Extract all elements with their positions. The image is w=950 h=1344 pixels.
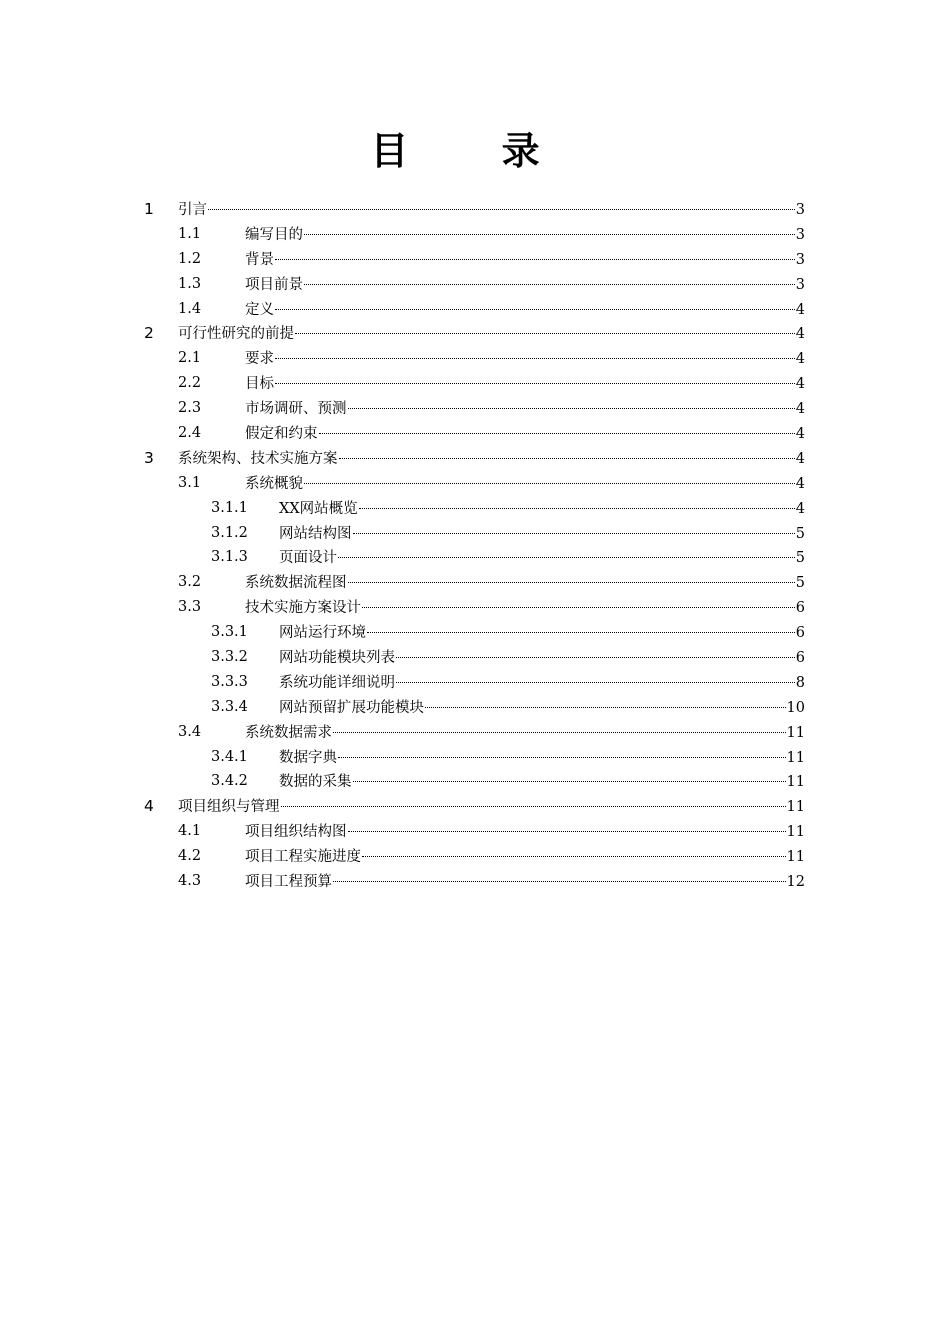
toc-entry-number: 1.1	[178, 225, 202, 242]
toc-dot-leader	[348, 392, 795, 409]
toc-entry-number: 4.2	[178, 848, 202, 865]
toc-dot-leader	[362, 591, 795, 608]
toc-entry-title: 项目工程实施进度	[245, 849, 361, 866]
toc-entry-title: 目标	[245, 376, 274, 393]
toc-entry-page-number: 4	[795, 401, 805, 418]
toc-entry-number: 3.1.2	[211, 524, 248, 541]
toc-dot-leader	[304, 218, 795, 235]
toc-dot-leader	[339, 442, 795, 459]
toc-entry-page-number: 5	[795, 550, 805, 567]
toc-entry-title: XX网站概览	[279, 500, 358, 517]
toc-entry-title: 市场调研、预测	[245, 401, 347, 418]
toc-entry-number: 3.1.1	[211, 499, 248, 516]
toc-entry-title: 引言	[178, 202, 207, 218]
toc-entry-page-number: 4	[795, 376, 805, 393]
toc-entry-number: 3.3.3	[211, 673, 248, 690]
toc-entry-page-number: 8	[795, 674, 805, 691]
toc-entry-title: 系统功能详细说明	[279, 674, 395, 691]
toc-entry-title: 背景	[245, 251, 274, 268]
toc-entry-page-number: 11	[786, 849, 805, 866]
toc-entry-number: 3.4.1	[211, 748, 248, 765]
toc-entry-number: 2.1	[178, 350, 202, 367]
toc-entry-number: 3.3	[178, 599, 202, 616]
page-title: 目 录	[370, 129, 580, 173]
toc-dot-leader	[338, 741, 786, 758]
toc-dot-leader	[275, 342, 795, 359]
toc-entry-page-number: 5	[795, 575, 805, 592]
toc-dot-leader	[425, 691, 786, 708]
toc-entry-title: 技术实施方案设计	[245, 600, 361, 617]
toc-entry-page-number: 6	[795, 650, 805, 667]
toc-dot-leader	[304, 268, 795, 285]
toc-dot-leader	[353, 765, 786, 782]
toc-entry-title: 系统数据流程图	[245, 575, 347, 592]
toc-entry-title: 编写目的	[245, 226, 303, 243]
toc-entry-number: 2	[144, 324, 154, 343]
toc-dot-leader	[333, 716, 786, 733]
toc-entry-number: 3.4	[178, 723, 202, 740]
toc-entry-number: 1.3	[178, 275, 202, 292]
toc-entry-page-number: 4	[795, 326, 805, 343]
toc-entry-page-number: 4	[795, 426, 805, 443]
toc-entry-title: 网站功能模块列表	[279, 650, 395, 667]
toc-entry-title: 数据字典	[279, 749, 337, 766]
toc-entry-number: 1	[144, 200, 154, 218]
toc-entry-page-number: 3	[795, 226, 805, 243]
toc-entry-title: 页面设计	[279, 550, 337, 567]
toc-entry-title: 网站预留扩展功能模块	[279, 699, 424, 716]
toc-entry-number: 2.2	[178, 375, 202, 392]
toc-entry-title: 定义	[245, 301, 274, 318]
toc-dot-leader	[353, 517, 795, 534]
toc-entry-page-number: 10	[786, 699, 805, 716]
toc-dot-leader	[304, 467, 795, 484]
toc-entry-page-number: 11	[786, 774, 805, 791]
toc-entry-title: 项目组织结构图	[245, 824, 347, 841]
toc-entry-title: 项目工程预算	[245, 874, 332, 891]
toc-entry-number: 2.3	[178, 400, 202, 417]
toc-entry-title: 数据的采集	[279, 774, 352, 791]
toc-entry-number: 3.3.2	[211, 649, 248, 666]
toc-entry-page-number: 6	[795, 600, 805, 617]
toc-entry[interactable]	[0, 869, 950, 894]
toc-entry-number: 3.3.4	[211, 698, 248, 715]
toc-entry-page-number: 11	[786, 824, 805, 841]
toc-entry-body	[245, 869, 805, 895]
toc-entry-title: 系统概貌	[245, 475, 303, 492]
toc-entry-page-number: 4	[795, 475, 805, 492]
toc-entry-number: 2.4	[178, 425, 202, 442]
toc-dot-leader	[319, 417, 795, 434]
toc-entry-page-number: 11	[786, 724, 805, 741]
toc-dot-leader	[338, 541, 795, 558]
toc-entry-number: 4.3	[178, 873, 202, 890]
toc-dot-leader	[275, 367, 795, 384]
toc-dot-leader	[275, 293, 795, 310]
toc-entry-page-number: 11	[786, 799, 805, 816]
toc-entry-number: 4.1	[178, 823, 202, 840]
toc-dot-leader	[275, 243, 795, 260]
toc-dot-leader	[333, 865, 786, 882]
toc-entry-number: 3	[144, 448, 154, 467]
toc-entry-page-number: 4	[795, 351, 805, 368]
toc-entry-page-number: 3	[795, 251, 805, 268]
toc-entry-title: 网站结构图	[279, 525, 352, 542]
table-of-contents	[0, 197, 950, 894]
toc-entry-title: 项目组织与管理	[178, 799, 280, 816]
toc-dot-leader	[362, 840, 786, 857]
toc-entry-title: 可行性研究的前提	[178, 326, 294, 343]
toc-entry-page-number: 4	[795, 500, 805, 517]
toc-dot-leader	[367, 616, 795, 633]
toc-dot-leader	[281, 790, 786, 807]
toc-entry-title: 项目前景	[245, 276, 303, 293]
toc-dot-leader	[396, 641, 795, 658]
toc-entry-number: 3.2	[178, 574, 202, 591]
toc-entry-title: 网站运行环境	[279, 625, 366, 642]
toc-entry-title: 要求	[245, 351, 274, 368]
toc-dot-leader	[295, 317, 795, 334]
toc-entry-page-number: 5	[795, 525, 805, 542]
toc-entry-page-number: 3	[795, 276, 805, 293]
toc-entry-number: 4	[144, 797, 154, 816]
toc-entry-page-number: 11	[786, 749, 805, 766]
toc-entry-number: 1.4	[178, 300, 202, 317]
toc-entry-number: 1.2	[178, 250, 202, 267]
toc-dot-leader	[208, 193, 795, 210]
toc-entry-number: 3.3.1	[211, 624, 248, 641]
toc-dot-leader	[396, 666, 795, 683]
toc-entry-page-number: 4	[795, 301, 805, 318]
toc-entry-page-number: 6	[795, 625, 805, 642]
toc-entry-page-number: 3	[795, 202, 805, 218]
toc-entry-number: 3.1	[178, 474, 202, 491]
toc-entry-page-number: 12	[786, 874, 805, 891]
toc-dot-leader	[348, 566, 795, 583]
toc-entry-title: 系统数据需求	[245, 724, 332, 741]
toc-entry-page-number: 4	[795, 450, 805, 467]
toc-entry-title: 系统架构、技术实施方案	[178, 450, 338, 467]
toc-dot-leader	[348, 815, 786, 832]
toc-entry-number: 3.1.3	[211, 549, 248, 566]
toc-entry-title: 假定和约束	[245, 426, 318, 443]
toc-dot-leader	[359, 492, 795, 509]
toc-entry-number: 3.4.2	[211, 773, 248, 790]
